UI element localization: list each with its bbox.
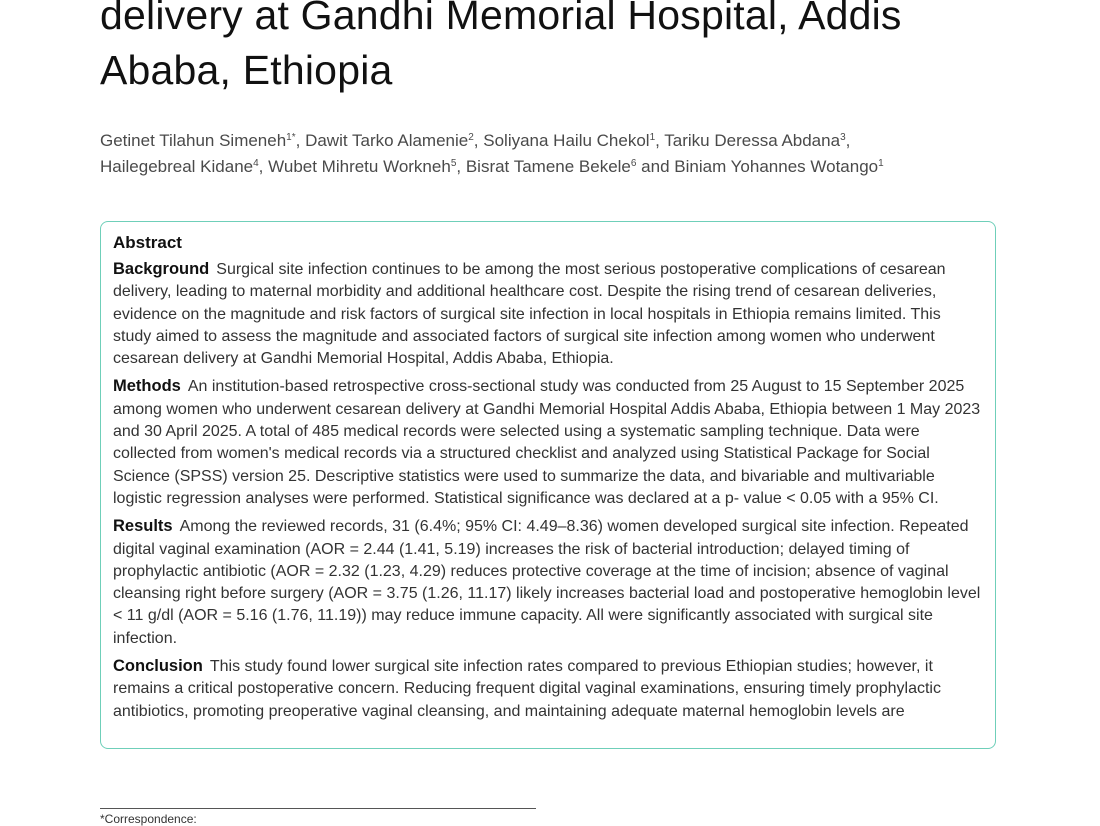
section-label-methods: Methods [113,377,181,396]
author-name[interactable]: Getinet Tilahun Simeneh [100,131,287,150]
section-label-conclusion: Conclusion [113,657,203,676]
correspondence-footnote: *Correspondence: [100,812,197,826]
footnote-divider [100,808,536,809]
author-affiliation: 4 [253,158,259,169]
abstract-background [113,258,983,370]
author-name[interactable]: Dawit Tarko Alamenie [305,131,469,150]
section-label-background: Background [113,260,210,278]
author-affiliation: 3 [840,132,846,143]
section-text-results: Among the reviewed records, 31 (6.4%; 95% CI: 4.49–8.36) women developed surgical site infection. Repeated digital vaginal examination (AOR = 2.44 (1.41, 5.19) increases the risk of bacterial introduction; delayed timing of prophylactic antibiotic (AOR = 2.32 (1.23, 4.29) reduces protective coverage at the time of incision; absence of vaginal cleansing right before surgery (AOR = 3.75 (1.26, 11.17) likely increases bacterial load and postoperative hemoglobin level < 11 g/dl (AOR = 5.16 (1.76, 11.19)) may reduce immune capacity. All were significantly associated with surgical site infection. [113,518,981,647]
author-name[interactable]: Hailegebreal Kidane [100,157,254,176]
section-text-methods: An institution-based retrospective cross-sectional study was conducted from 25 August to 15 September 2025 among women who underwent cesarean delivery at Gandhi Memorial Hospital Addis Ababa, Ethiopia between 1 May 2023 and 30 April 2025. A total of 485 medical records were selected using a systematic sampling technique. Data were collected from women's medical records via a structured checklist and analyzed using Statistical Package for Social Science (SPSS) version 25. Descriptive statistics were used to summarize the data, and bivariable and multivariable logistic regression analyses were performed. Statistical significance was declared at a p- value < 0.05 with a 95% CI. [113,378,981,507]
author-name[interactable]: Wubet Mihretu Workneh [268,157,451,176]
article-title: delivery at Gandhi Memorial Hospital, Addis Ababa, Ethiopia [100,0,902,93]
abstract-results [113,515,983,650]
author-name[interactable]: Bisrat Tamene Bekele [465,157,631,176]
abstract-box [100,221,996,749]
author-list: Getinet Tilahun Simeneh$^{1*}$, Dawit Tarko Alamenie$^2$, Soliyana Hailu Chekol$^1$, Tariku Deressa Abdana$^3$, Hailegebreal Kidane$^4$, Wubet Mihretu Workneh$^5$, Bisrat Tamene Bekele$^6$ and Biniam Yohannes Wotango$^1$ [100,131,884,176]
author-affiliation: 1* [286,132,296,143]
abstract-conclusion [113,655,983,723]
section-label-results: Results [113,517,173,536]
author-affiliation: 1 [878,158,884,169]
author-affiliation: 5 [450,158,457,169]
author-name[interactable]: Biniam Yohannes Wotango [674,157,879,176]
section-text-conclusion: This study found lower surgical site infection rates compared to previous Ethiopian studies; however, it remains a critical postoperative concern. Reducing frequent digital vaginal examinations, ensuring timely prophylactic antibiotics, promoting preoperative vaginal cleansing, and maintaining adequate maternal hemoglobin levels are [113,658,941,720]
abstract-methods [113,375,983,510]
section-text-background: Surgical site infection continues to be among the most serious postoperative complications of cesarean delivery, leading to maternal morbidity and additional healthcare cost. Despite the rising trend of cesarean deliveries, evidence on the magnitude and risk factors of surgical site infection in local hospitals in Ethiopia remains limited. This study aimed to assess the magnitude and associated factors of surgical site infection among women who underwent cesarean delivery at Gandhi Memorial Hospital, Addis Ababa, Ethiopia. [113,261,946,368]
author-name[interactable]: Tariku Deressa Abdana [664,131,841,150]
author-affiliation: 6 [630,158,637,169]
author-affiliation: 2 [468,132,474,143]
author-name[interactable]: Soliyana Hailu Chekol [483,131,650,150]
abstract-heading: Abstract [113,233,182,252]
author-affiliation: 1 [649,132,656,143]
